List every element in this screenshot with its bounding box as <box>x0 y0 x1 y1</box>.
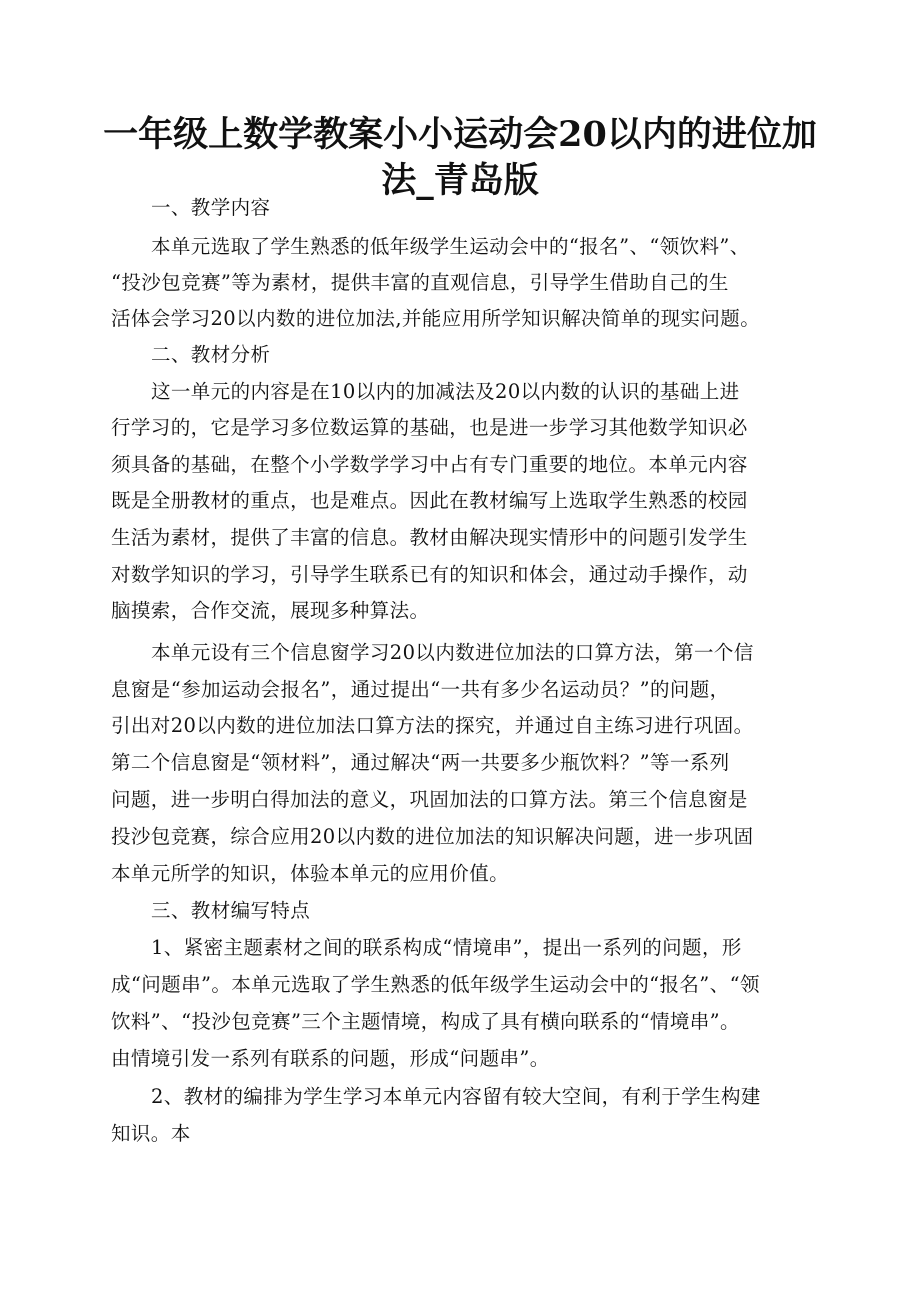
paragraph-line: 息窗是“参加运动会报名”，通过提出“一共有多少名运动员？”的问题， <box>111 678 730 701</box>
paragraph-line: 这一单元的内容是在10以内的加减法及20以内数的认识的基础上进 <box>151 380 740 403</box>
paragraph-line: 本单元选取了学生熟悉的低年级学生运动会中的“报名”、“领饮料”、 <box>151 235 750 258</box>
paragraph-line: 1、紧密主题素材之间的联系构成“情境串”，提出一系列的问题，形 <box>151 936 742 959</box>
title-line-2: 法_青岛版 <box>381 160 539 201</box>
paragraph-line: 既是全册教材的重点，也是难点。因此在教材编写上选取学生熟悉的校园 <box>111 489 748 512</box>
paragraph-line: 行学习的，它是学习多位数运算的基础，也是进一步学习其他数学知识必 <box>111 416 748 439</box>
paragraph-line: 问题，进一步明白得加法的意义，巩固加法的口算方法。第三个信息窗是 <box>111 788 748 811</box>
paragraph-line: 本单元所学的知识，体验本单元的应用价值。 <box>111 862 510 885</box>
paragraph-line: 本单元设有三个信息窗学习20以内数进位加法的口算方法，第一个信 <box>151 641 754 664</box>
paragraph-line: 投沙包竞赛，综合应用20以内数的进位加法的知识解决问题，进一步巩固 <box>111 825 754 848</box>
paragraph-line: 引出对20以内数的进位加法口算方法的探究，并通过自主练习进行巩固。 <box>111 714 754 737</box>
paragraph-line: 脑摸索，合作交流，展现多种算法。 <box>111 599 430 622</box>
section-heading: 三、教材编写特点 <box>151 899 311 922</box>
section-heading: 二、教材分析 <box>151 343 271 366</box>
paragraph-line: 成“问题串”。本单元选取了学生熟悉的低年级学生运动会中的“报名”、“领 <box>111 973 760 996</box>
document-title <box>96 112 824 204</box>
paragraph-line: 知识。本 <box>111 1122 191 1145</box>
paragraph-line: 须具备的基础，在整个小学数学学习中占有专门重要的地位。本单元内容 <box>111 453 748 476</box>
paragraph-line: 第二个信息窗是“领材料”，通过解决“两一共要多少瓶饮料？”等一系列 <box>111 751 730 774</box>
paragraph-line: 饮料”、“投沙包竞赛”三个主题情境，构成了具有横向联系的“情境串”。 <box>111 1010 740 1033</box>
paragraph-line: 对数学知识的学习，引导学生联系已有的知识和体会，通过动手操作，动 <box>111 563 748 586</box>
paragraph-line: 2、教材的编排为学生学习本单元内容留有较大空间，有利于学生构建 <box>151 1085 761 1108</box>
section-heading: 一、教学内容 <box>151 196 271 219</box>
paragraph-line: 活体会学习20以内数的进位加法,并能应用所学知识解决简单的现实问题。 <box>111 307 761 330</box>
paragraph-line: 生活为素材，提供了丰富的信息。教材由解决现实情形中的问题引发学生 <box>111 526 748 549</box>
paragraph-line: “投沙包竞赛”等为素材，提供丰富的直观信息，引导学生借助自己的生 <box>111 271 729 294</box>
title-line-1: 一年级上数学教案小小运动会20以内的进位加 <box>103 114 817 155</box>
paragraph-line: 由情境引发一系列有联系的问题，形成“问题串”。 <box>111 1047 550 1070</box>
